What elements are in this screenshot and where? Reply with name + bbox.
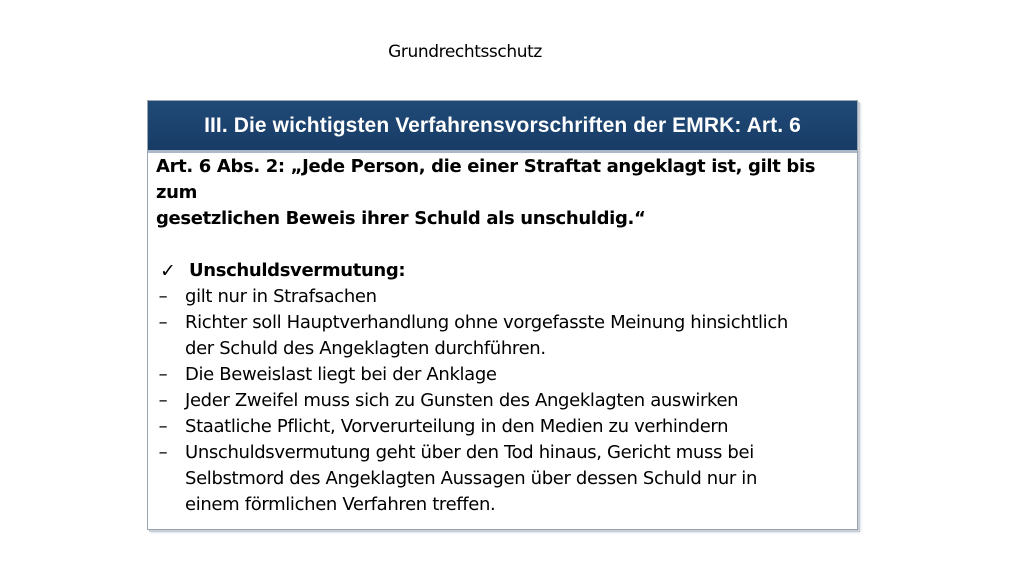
list-item	[156, 284, 852, 310]
list-item	[156, 310, 852, 362]
list-item	[156, 362, 852, 388]
box-header	[148, 101, 857, 153]
subheading-row	[156, 258, 852, 284]
list-item-text: gilt nur in Strafsachen	[185, 286, 377, 307]
dash-bullet-icon: –	[158, 416, 168, 437]
list-item	[156, 414, 852, 440]
content-box	[147, 100, 858, 530]
slide-title: Grundrechtsschutz	[388, 42, 542, 62]
list-item-text: Jeder Zweifel muss sich zu Gunsten des Angeklagten auswirken	[185, 390, 739, 411]
list-item-text: einem förmlichen Verfahren treffen.	[185, 494, 496, 515]
list-item-text: Die Beweislast liegt bei der Anklage	[185, 364, 497, 385]
list-item	[156, 440, 852, 518]
dash-bullet-icon: –	[158, 364, 168, 385]
intro-line-1: Art. 6 Abs. 2: „Jede Person, die einer Straftat angeklagt ist, gilt bis zum	[156, 156, 816, 203]
dash-bullet-icon: –	[158, 312, 168, 333]
intro-quote	[156, 154, 852, 232]
box-heading: III. Die wichtigsten Verfahrensvorschriften der EMRK: Art. 6	[204, 114, 801, 137]
list-item-text: der Schuld des Angeklagten durchführen.	[185, 338, 546, 359]
checkmark-icon: ✓	[160, 260, 176, 282]
subheading: Unschuldsvermutung:	[189, 260, 406, 281]
list-item-text: Unschuldsvermutung geht über den Tod hinaus, Gericht muss bei	[185, 442, 754, 463]
dash-bullet-icon: –	[158, 286, 168, 307]
list-item-text: Selbstmord des Angeklagten Aussagen über dessen Schuld nur in	[185, 468, 758, 489]
list-item	[156, 388, 852, 414]
spacer	[156, 232, 852, 258]
bullet-list	[156, 284, 852, 518]
box-body	[156, 154, 852, 518]
list-item-text: Staatliche Pflicht, Vorverurteilung in den Medien zu verhindern	[185, 416, 729, 437]
list-item-text: Richter soll Hauptverhandlung ohne vorgefasste Meinung hinsichtlich	[185, 312, 788, 333]
dash-bullet-icon: –	[158, 442, 168, 463]
intro-line-2: gesetzlichen Beweis ihrer Schuld als unschuldig.“	[156, 208, 646, 229]
dash-bullet-icon: –	[158, 390, 168, 411]
